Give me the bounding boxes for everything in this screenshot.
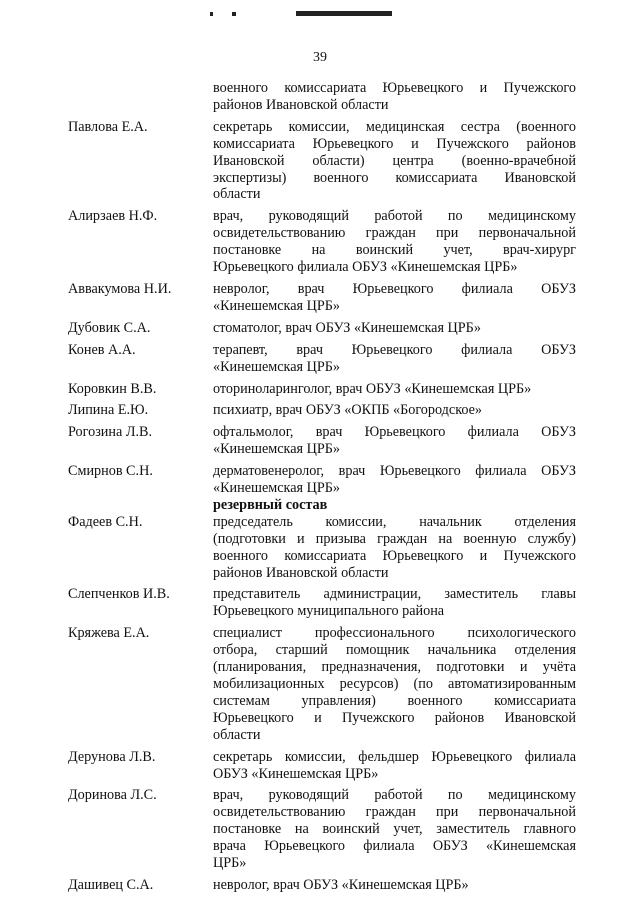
member-role <box>213 320 576 337</box>
role-line: ОБУЗ «Кинешемская ЦРБ» <box>213 765 379 782</box>
member-role <box>213 80 576 114</box>
role-line: дерматовенеролог, врач Юрьевецкого филиала ОБУЗ <box>213 463 576 480</box>
member-role <box>213 281 576 315</box>
role-line: области <box>213 726 261 743</box>
role-line: постановке на воинский учет, заместитель главного <box>213 821 576 838</box>
role-line: стоматолог, врач ОБУЗ «Кинешемская ЦРБ» <box>213 319 481 336</box>
reserve-members <box>68 514 576 894</box>
member-role <box>213 342 576 376</box>
member-role <box>213 119 576 204</box>
member-row <box>68 208 576 276</box>
member-name: Кряжева Е.А. <box>68 625 150 642</box>
role-line: освидетельствованию граждан при первоначальной <box>213 225 576 242</box>
member-row <box>68 877 576 894</box>
member-row <box>68 80 576 114</box>
section-heading: резервный состав <box>213 496 328 513</box>
role-line: невролог, врач Юрьевецкого филиала ОБУЗ <box>213 280 576 297</box>
role-line: врач, руководящий работой по медицинскому <box>213 787 576 804</box>
role-line: «Кинешемская ЦРБ» <box>213 441 340 458</box>
member-name <box>68 80 213 114</box>
member-name: Дашивец С.А. <box>68 876 154 893</box>
role-line: секретарь комиссии, фельдшер Юрьевецкого филиала <box>213 748 576 765</box>
role-line: «Кинешемская ЦРБ» <box>213 358 340 375</box>
member-list <box>68 80 576 894</box>
scan-artifact <box>296 11 392 16</box>
member-role <box>213 877 576 894</box>
member-role <box>213 749 576 783</box>
member-name: Липина Е.Ю. <box>68 402 149 419</box>
role-line: (планирования, предназначения, подготовки и учёта <box>213 659 576 676</box>
member-role <box>213 787 576 872</box>
role-line: комиссариата Юрьевецкого и Пучежского районов <box>213 135 576 152</box>
member-name: Фадеев С.Н. <box>68 513 143 530</box>
member-name: Дерунова Л.В. <box>68 748 156 765</box>
member-name: Дубовик С.А. <box>68 319 151 336</box>
member-role <box>213 463 576 497</box>
member-row <box>68 424 576 458</box>
member-row <box>68 625 576 743</box>
role-line: Юрьевецкого филиала ОБУЗ «Кинешемская ЦРБ» <box>213 259 518 276</box>
role-line: председатель комиссии, начальник отделения <box>213 513 576 530</box>
page-number: 39 <box>313 50 327 65</box>
role-line: военного комиссариата Юрьевецкого и Пучежского <box>213 80 576 96</box>
member-row <box>68 381 576 398</box>
member-name: Рогозина Л.В. <box>68 424 153 441</box>
role-line: Юрьевецкого муниципального района <box>213 603 445 620</box>
member-row <box>68 402 576 419</box>
role-line: районов Ивановской области <box>213 96 389 113</box>
member-row <box>68 787 576 872</box>
role-line: области <box>213 186 261 203</box>
member-role <box>213 586 576 620</box>
role-line: психиатр, врач ОБУЗ «ОКПБ «Богородское» <box>213 402 483 419</box>
role-line: врач, руководящий работой по медицинскому <box>213 208 576 225</box>
role-line: ЦРБ» <box>213 855 247 872</box>
role-line: «Кинешемская ЦРБ» <box>213 480 340 497</box>
member-role <box>213 424 576 458</box>
role-line: экспертизы) военного комиссариата Ивановской <box>213 169 576 186</box>
role-line: Ивановской области) центра (военно-врачебной <box>213 152 576 169</box>
role-line: военного комиссариата Юрьевецкого и Пучежского <box>213 547 576 564</box>
member-name: Коровкин В.В. <box>68 380 157 397</box>
member-name: Смирнов С.Н. <box>68 463 153 480</box>
member-row <box>68 320 576 337</box>
member-name: Алирзаев Н.Ф. <box>68 208 158 225</box>
member-row <box>68 119 576 204</box>
member-role <box>213 381 576 398</box>
scan-artifact <box>210 12 213 16</box>
role-line: секретарь комиссии, медицинская сестра (военного <box>213 118 576 135</box>
role-line: представитель администрации, заместитель главы <box>213 586 576 603</box>
role-line: врача Юрьевецкого филиала ОБУЗ «Кинешемская <box>213 838 576 855</box>
member-name: Доринова Л.С. <box>68 787 157 804</box>
member-row <box>68 749 576 783</box>
member-role <box>213 402 576 419</box>
scan-artifact <box>232 12 236 16</box>
role-line: терапевт, врач Юрьевецкого филиала ОБУЗ <box>213 341 576 358</box>
member-row <box>68 463 576 497</box>
role-line: системам управления) военного комиссариата <box>213 692 576 709</box>
member-name: Аввакумова Н.И. <box>68 280 172 297</box>
member-row <box>68 281 576 315</box>
role-line: постановке на воинский учет, врач-хирург <box>213 242 576 259</box>
member-row <box>68 586 576 620</box>
main-members <box>68 80 576 497</box>
member-row <box>68 342 576 376</box>
member-role <box>213 625 576 743</box>
role-line: отбора, старший помощник начальника отделения <box>213 642 576 659</box>
member-name: Конев А.А. <box>68 341 136 358</box>
member-role <box>213 208 576 276</box>
role-line: специалист профессионального психологического <box>213 625 576 642</box>
member-name: Павлова Е.А. <box>68 118 148 135</box>
role-line: районов Ивановской области <box>213 564 389 581</box>
member-role <box>213 514 576 582</box>
role-line: (подготовки и призыва граждан на военную службу) <box>213 530 576 547</box>
role-line: оториноларинголог, врач ОБУЗ «Кинешемская ЦРБ» <box>213 380 532 397</box>
role-line: «Кинешемская ЦРБ» <box>213 297 340 314</box>
role-line: Юрьевецкого и Пучежского районов Ивановской <box>213 709 576 726</box>
role-line: мобилизационных ресурсов) (по автоматизированным <box>213 676 576 692</box>
member-row <box>68 514 576 582</box>
role-line: невролог, врач ОБУЗ «Кинешемская ЦРБ» <box>213 876 469 893</box>
role-line: офтальмолог, врач Юрьевецкого филиала ОБУЗ <box>213 424 576 441</box>
role-line: освидетельствованию граждан при первоначальной <box>213 804 576 821</box>
member-name: Слепченков И.В. <box>68 586 170 603</box>
